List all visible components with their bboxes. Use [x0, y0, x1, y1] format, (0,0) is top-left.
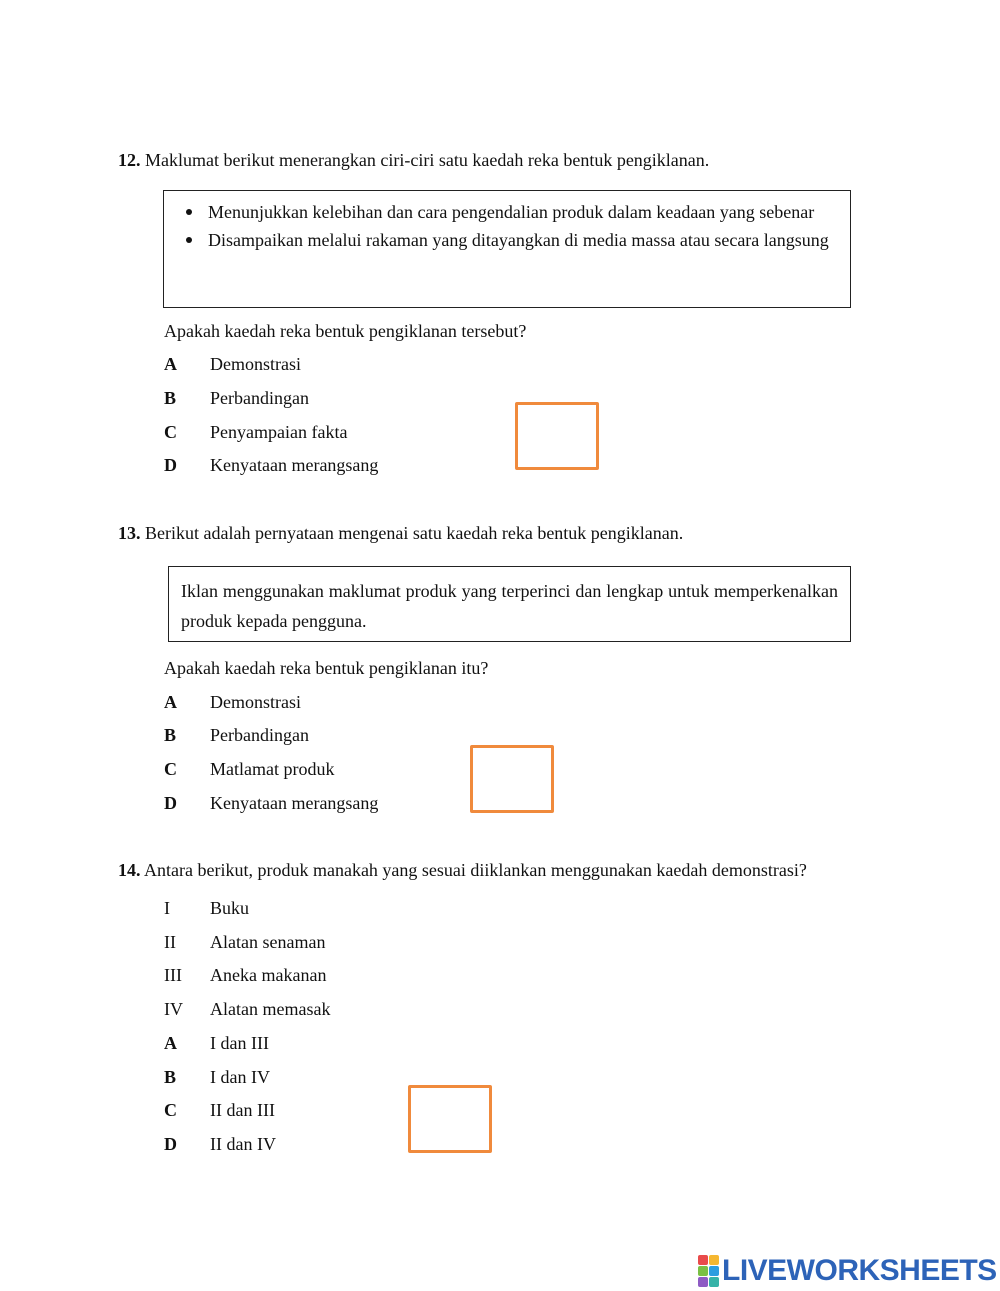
q12-option-d-text: Kenyataan merangsang [210, 455, 379, 475]
logo-block-icon [709, 1255, 719, 1265]
q12-bullet-2: Disampaikan melalui rakaman yang ditayangkan di media massa atau secara langsung [174, 228, 838, 252]
q14-number: 14. [118, 860, 141, 880]
q12-option-d-letter: D [164, 455, 177, 475]
logo-block-icon [698, 1255, 708, 1265]
q12-answer-input[interactable] [515, 402, 599, 470]
q12-option-c-text: Penyampaian fakta [210, 422, 348, 442]
q13-option-c-letter: C [164, 759, 177, 779]
q12-option-b-text: Perbandingan [210, 388, 309, 408]
q14-option-c-text: II dan III [210, 1100, 275, 1120]
q14-option-d-letter: D [164, 1134, 177, 1154]
q12-bullet-1: Menunjukkan kelebihan dan cara pengendalian produk dalam keadaan yang sebenar [174, 200, 838, 224]
q14-item-3-text: Aneka makanan [210, 965, 327, 985]
q13-option-d-letter: D [164, 793, 177, 813]
q12-option-c-letter: C [164, 422, 177, 442]
q14-item-4-roman: IV [164, 999, 183, 1019]
liveworksheets-logo-text: LIVEWORKSHEETS [722, 1254, 997, 1287]
q14-option-c-letter: C [164, 1100, 177, 1120]
q13-option-a-text: Demonstrasi [210, 692, 301, 712]
q12-stem: Maklumat berikut menerangkan ciri-ciri satu kaedah reka bentuk pengiklanan. [145, 150, 710, 170]
logo-block-icon [709, 1277, 719, 1287]
q14-stem: Antara berikut, produk manakah yang sesuai diiklankan menggunakan kaedah demonstrasi? [144, 860, 807, 880]
q14-item-1-roman: I [164, 898, 170, 918]
liveworksheets-logo-icon [698, 1255, 719, 1287]
logo-block-icon [698, 1266, 708, 1276]
q12-number: 12. [118, 150, 141, 170]
q13-info-box [168, 566, 851, 642]
q14-item-2-text: Alatan senaman [210, 932, 326, 952]
q12-info-box [163, 190, 851, 308]
q14-option-d-text: II dan IV [210, 1134, 276, 1154]
q13-box-text: Iklan menggunakan maklumat produk yang terperinci dan lengkap untuk memperkenalkan produk kepada pengguna. [181, 581, 838, 631]
q14-item-4-text: Alatan memasak [210, 999, 331, 1019]
q13-answer-input[interactable] [470, 745, 554, 813]
q13-stem: Berikut adalah pernyataan mengenai satu kaedah reka bentuk pengiklanan. [145, 523, 684, 543]
q13-option-b-letter: B [164, 725, 177, 745]
q14-item-3-roman: III [164, 965, 182, 985]
q12-option-a-text: Demonstrasi [210, 354, 301, 374]
q13-option-d-text: Kenyataan merangsang [210, 793, 379, 813]
q13-option-b-text: Perbandingan [210, 725, 309, 745]
q14-item-1-text: Buku [210, 898, 250, 918]
liveworksheets-logo [698, 1256, 997, 1286]
q14-option-a-letter: A [164, 1033, 177, 1053]
logo-block-icon [709, 1266, 719, 1276]
q14-option-b-letter: B [164, 1067, 177, 1087]
q12-question: Apakah kaedah reka bentuk pengiklanan tersebut? [164, 321, 527, 341]
q14-option-a-text: I dan III [210, 1033, 269, 1053]
q12-option-a-letter: A [164, 354, 177, 374]
q14-heading [118, 860, 807, 881]
q12-option-b-letter: B [164, 388, 177, 408]
q13-number: 13. [118, 523, 141, 543]
q13-question: Apakah kaedah reka bentuk pengiklanan itu? [164, 658, 489, 678]
bullet-icon [186, 237, 192, 243]
q13-option-a-letter: A [164, 692, 177, 712]
bullet-icon [186, 209, 192, 215]
q14-item-2-roman: II [164, 932, 176, 952]
q14-answer-input[interactable] [408, 1085, 492, 1153]
q14-option-b-text: I dan IV [210, 1067, 270, 1087]
q12-heading [118, 150, 709, 171]
q13-heading [118, 523, 683, 544]
logo-block-icon [698, 1277, 708, 1287]
q13-option-c-text: Matlamat produk [210, 759, 335, 779]
